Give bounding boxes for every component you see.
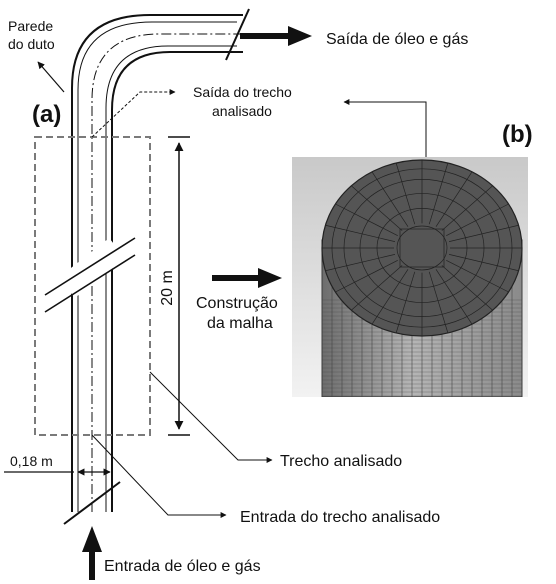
- mesh-construction-label-line2: da malha: [207, 315, 273, 332]
- mesh-construction-label-line1: Construção: [196, 295, 278, 312]
- pipe-wall-label-line2: do duto: [8, 36, 55, 52]
- analyzed-outlet-leader: [92, 92, 175, 137]
- analyzed-inlet-label: Entrada do trecho analisado: [240, 509, 441, 526]
- diameter-label: 0,18 m: [10, 453, 53, 469]
- mesh-image: [292, 157, 528, 397]
- pipe-inner-wall: [112, 52, 243, 512]
- outlet-arrow: [240, 26, 312, 46]
- pipe-wall-label-line1: Parede: [8, 18, 54, 34]
- mesh-outlet-leader: [344, 102, 426, 160]
- outlet-oil-gas-label: Saída de óleo e gás: [326, 31, 469, 48]
- length-label: 20 m: [159, 270, 176, 306]
- pipe-wall-arrow: [38, 62, 64, 92]
- analyzed-outlet-label-line1: Saída do trecho: [193, 84, 292, 100]
- analyzed-section-leader: [150, 372, 272, 460]
- inlet-oil-gas-label: Entrada de óleo e gás: [104, 558, 261, 575]
- analyzed-section-label: Trecho analisado: [280, 453, 403, 470]
- panel-b-label: (b): [502, 121, 533, 148]
- mesh-construction-arrow: [212, 268, 282, 288]
- analyzed-outlet-label-line2: analisado: [212, 103, 272, 119]
- inlet-arrow: [82, 526, 102, 580]
- panel-a-label: (a): [32, 101, 62, 128]
